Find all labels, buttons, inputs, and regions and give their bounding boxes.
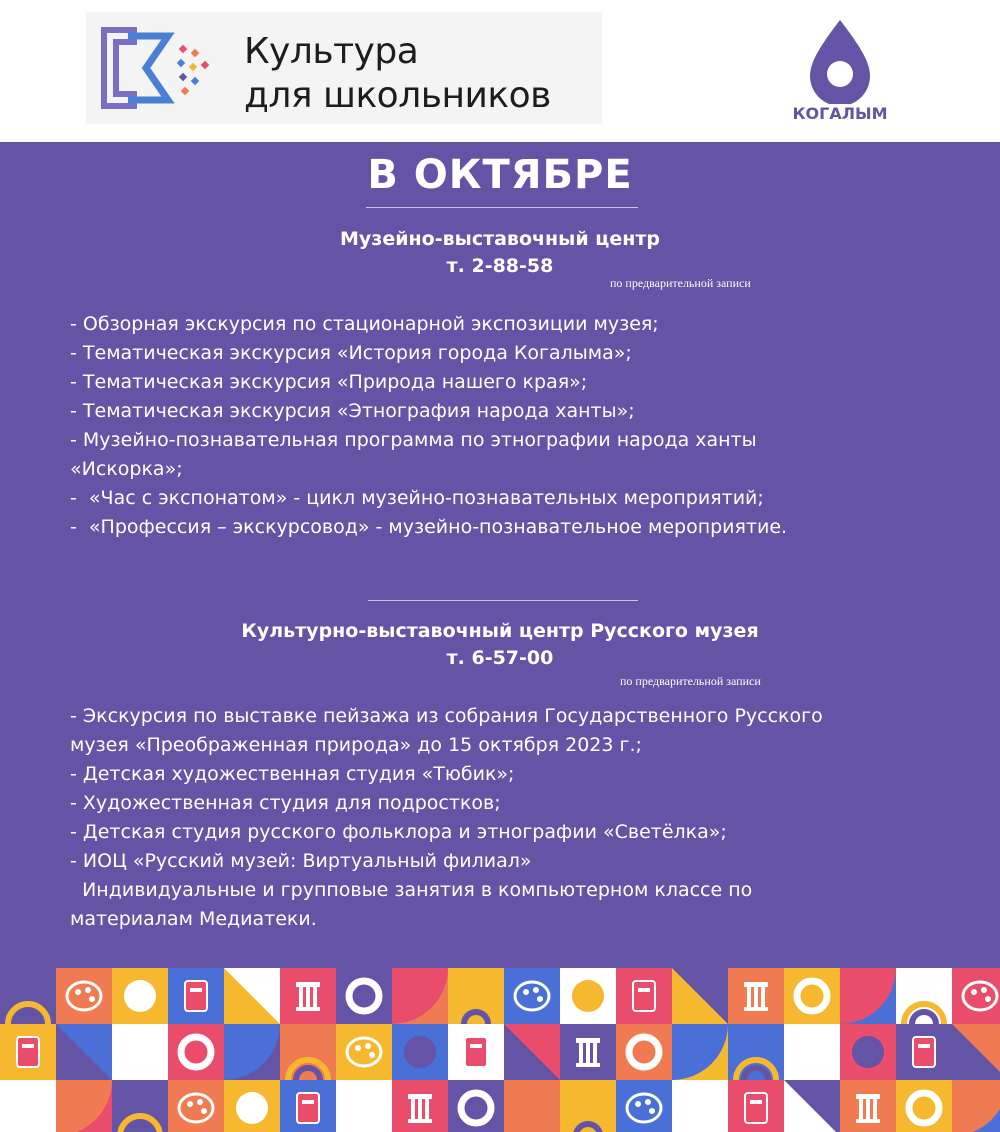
culture-for-schoolchildren-logo[interactable]: [86, 12, 602, 124]
pattern-tile: [896, 1080, 952, 1132]
section2-name: Культурно-выставочный центр Русского музея: [241, 620, 759, 642]
pattern-tile: [672, 968, 728, 1024]
logo-text-line2: для школьников: [244, 75, 551, 116]
list-item: «Искорка»;: [70, 458, 183, 480]
pattern-tile: [336, 1024, 392, 1080]
pattern-tile: [728, 1080, 784, 1132]
section1-phone: т. 2-88-58: [446, 255, 554, 277]
pattern-tile: [840, 968, 896, 1024]
pattern-tile: [392, 1024, 448, 1080]
list-item: материалам Медиатеки.: [70, 908, 317, 930]
pattern-tile: [728, 968, 784, 1024]
pattern-tile: [168, 968, 224, 1024]
pattern-tile: [56, 1024, 112, 1080]
list-item: Индивидуальные и групповые занятия в компьютерном классе по: [70, 879, 753, 901]
culture-k-logo-icon: [94, 22, 214, 114]
list-item: - Тематическая экскурсия «Этнография народа ханты»;: [70, 400, 635, 422]
pattern-tile: [896, 1024, 952, 1080]
list-item: - Детская студия русского фольклора и этнографии «Светёлка»;: [70, 821, 727, 843]
pattern-tile: [448, 968, 504, 1024]
pattern-tile: [112, 1024, 168, 1080]
pattern-tile: [560, 1024, 616, 1080]
pattern-tile: [280, 1024, 336, 1080]
pattern-tile: [840, 1024, 896, 1080]
list-item: - Детская художественная студия «Тюбик»;: [70, 763, 515, 785]
pattern-tile: [224, 1080, 280, 1132]
list-item: - Художественная студия для подростков;: [70, 792, 501, 814]
pattern-tile: [168, 1024, 224, 1080]
pattern-tile: [0, 1024, 56, 1080]
kogalym-logo[interactable]: [780, 16, 900, 128]
pattern-tile: [0, 1080, 56, 1132]
pattern-tile: [392, 1080, 448, 1132]
pattern-tile: [448, 1024, 504, 1080]
pattern-tile: [784, 968, 840, 1024]
pattern-tile: [952, 1080, 1000, 1132]
pattern-tile: [840, 1080, 896, 1132]
pattern-tile: [616, 1080, 672, 1132]
pattern-tile: [224, 1024, 280, 1080]
pattern-tile: [952, 1024, 1000, 1080]
list-item: - Экскурсия по выставке пейзажа из собрания Государственного Русского: [70, 705, 823, 727]
pattern-tile: [392, 968, 448, 1024]
drop-logo-icon: [780, 16, 900, 104]
logo-text-line1: Культура: [244, 31, 419, 72]
pattern-tile: [112, 968, 168, 1024]
pattern-tile: [336, 968, 392, 1024]
list-item: - Обзорная экскурсия по стационарной экспозиции музея;: [70, 313, 659, 335]
pattern-tile: [0, 968, 56, 1024]
list-item: музея «Преображенная природа» до 15 октября 2023 г.;: [70, 734, 642, 756]
section2-header: [0, 618, 1000, 672]
pattern-tile: [728, 1024, 784, 1080]
pattern-tile: [336, 1080, 392, 1132]
pattern-tile: [672, 1024, 728, 1080]
title-divider: [366, 207, 638, 208]
section1-header: [0, 226, 1000, 280]
pattern-tile: [784, 1024, 840, 1080]
list-item: - ИОЦ «Русский музей: Виртуальный филиал»: [70, 850, 532, 872]
section2-phone: т. 6-57-00: [446, 647, 554, 669]
pattern-tile: [56, 968, 112, 1024]
pattern-tile: [448, 1080, 504, 1132]
pattern-tile: [504, 1024, 560, 1080]
list-item: - «Час с экспонатом» - цикл музейно-познавательных мероприятий;: [70, 487, 764, 509]
pattern-tile: [672, 1080, 728, 1132]
pattern-tile: [616, 968, 672, 1024]
list-item: - Тематическая экскурсия «История города Когалыма»;: [70, 342, 632, 364]
pattern-tile: [56, 1080, 112, 1132]
logo-text: [244, 30, 551, 118]
pattern-tile: [560, 1080, 616, 1132]
pattern-tile: [280, 968, 336, 1024]
section1-list: [70, 310, 950, 542]
section2-note: по предварительной записи: [620, 674, 761, 688]
pattern-tile: [168, 1080, 224, 1132]
pattern-tile: [504, 968, 560, 1024]
pattern-tile: [560, 968, 616, 1024]
header: [0, 0, 1000, 142]
pattern-tile: [280, 1080, 336, 1132]
pattern-tile: [784, 1080, 840, 1132]
pattern-tile: [896, 968, 952, 1024]
pattern-tile: [952, 968, 1000, 1024]
pattern-tile: [616, 1024, 672, 1080]
city-name: КОГАЛЫМ: [792, 104, 888, 123]
page-title: В ОКТЯБРЕ: [367, 152, 633, 198]
pattern-tile: [112, 1080, 168, 1132]
section-divider: [368, 600, 638, 601]
decorative-pattern: [0, 968, 1000, 1132]
pattern-tile: [224, 968, 280, 1024]
pattern-tile: [504, 1080, 560, 1132]
section1-note: по предварительной записи: [610, 276, 751, 290]
list-item: - Музейно-познавательная программа по этнографии народа ханты: [70, 429, 757, 451]
list-item: - Тематическая экскурсия «Природа нашего края»;: [70, 371, 588, 393]
section2-list: [70, 702, 950, 934]
list-item: - «Профессия – экскурсовод» - музейно-познавательное мероприятие.: [70, 516, 788, 538]
section1-name: Музейно-выставочный центр: [340, 228, 660, 250]
